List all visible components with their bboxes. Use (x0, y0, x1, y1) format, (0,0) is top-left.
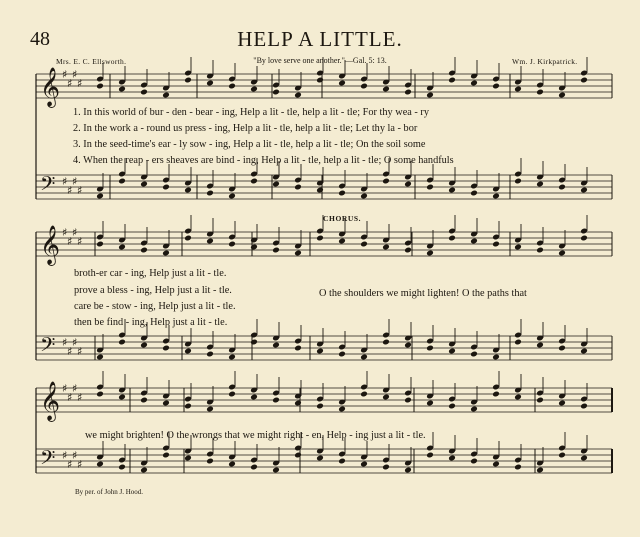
note-head (558, 250, 566, 257)
sharp-icon: ♯ (62, 336, 68, 349)
treble-clef-icon: 𝄞 (40, 381, 61, 421)
note-head (580, 455, 588, 462)
note-head (184, 235, 192, 242)
note-head (338, 190, 346, 197)
note-head (558, 400, 566, 407)
note-head (250, 394, 258, 401)
note-head (162, 184, 170, 191)
note-head (250, 464, 258, 471)
publisher-permission: By per. of John J. Hood. (75, 488, 144, 496)
note-head (118, 86, 126, 93)
note-head (382, 178, 390, 185)
note-head (140, 89, 148, 96)
note-head (96, 354, 104, 361)
note-head (360, 461, 368, 468)
bass-clef-icon: 𝄢 (40, 446, 56, 474)
bass-clef-icon: 𝄢 (40, 172, 56, 200)
verse-line-4: 4. When the reap - ers sheaves are bind - ing, Help a lit - tle, help a lit - tle; O some handfuls (73, 155, 454, 166)
sharp-icon: ♯ (72, 175, 78, 188)
sharp-icon: ♯ (67, 77, 73, 90)
note-head (382, 394, 390, 401)
note-head (426, 92, 434, 99)
chorus-lyric-continuation: we might brighten! O the wrongs that we might right - en, Help - ing just a lit - tle. (85, 430, 426, 441)
note-head (580, 348, 588, 355)
note-head (162, 92, 170, 99)
note-head (294, 452, 302, 459)
note-head (162, 452, 170, 459)
note-head (580, 187, 588, 194)
note-head (558, 92, 566, 99)
note-head (360, 354, 368, 361)
note-head (338, 406, 346, 413)
note-head (96, 83, 104, 90)
verse-line-3: 3. In the seed-time's ear - ly sow - ing, Help a lit - tle, help a lit - tle; On the soil some (73, 139, 426, 150)
composer-credit: Wm. J. Kirkpatrick. (512, 57, 578, 66)
note-head (96, 461, 104, 468)
note-head (470, 351, 478, 358)
note-head (294, 345, 302, 352)
page-number: 48 (30, 28, 50, 50)
note-head (426, 250, 434, 257)
note-head (250, 86, 258, 93)
note-head (470, 458, 478, 465)
note-head (228, 193, 236, 200)
sharp-icon: ♯ (67, 345, 73, 358)
note-head (96, 241, 104, 248)
note-head (118, 244, 126, 251)
note-head (536, 397, 544, 404)
note-head (294, 92, 302, 99)
sharp-icon: ♯ (77, 235, 83, 248)
note-head (206, 406, 214, 413)
note-head (382, 244, 390, 251)
note-head (536, 181, 544, 188)
sharp-icon: ♯ (77, 391, 83, 404)
note-head (250, 178, 258, 185)
note-head (316, 187, 324, 194)
sharp-icon: ♯ (67, 458, 73, 471)
sharp-icon: ♯ (72, 449, 78, 462)
note-head (118, 178, 126, 185)
note-head (118, 339, 126, 346)
sharp-icon: ♯ (77, 345, 83, 358)
note-head (206, 351, 214, 358)
note-head (250, 244, 258, 251)
note-head (492, 391, 500, 398)
treble-clef-icon: 𝄞 (40, 225, 61, 265)
note-head (558, 184, 566, 191)
note-head (272, 247, 280, 254)
note-head (448, 235, 456, 242)
note-head (580, 77, 588, 84)
note-head (272, 342, 280, 349)
note-head (492, 354, 500, 361)
note-head (558, 345, 566, 352)
note-head (338, 458, 346, 465)
note-head (514, 86, 522, 93)
note-head (470, 238, 478, 245)
note-head (316, 403, 324, 410)
note-head (404, 89, 412, 96)
note-head (382, 339, 390, 346)
note-head (360, 193, 368, 200)
note-head (382, 464, 390, 471)
note-head (294, 400, 302, 407)
note-head (228, 461, 236, 468)
sharp-icon: ♯ (77, 184, 83, 197)
note-head (140, 181, 148, 188)
note-head (514, 464, 522, 471)
note-head (360, 241, 368, 248)
note-head (228, 354, 236, 361)
note-head (492, 241, 500, 248)
verse-line-1: 1. In this world of bur - den - bear - ing, Help a lit - tle, help a lit - tle; For thy wea - ry (73, 107, 430, 118)
note-head (382, 86, 390, 93)
note-head (294, 184, 302, 191)
note-head (580, 235, 588, 242)
sharp-icon: ♯ (72, 336, 78, 349)
note-head (316, 455, 324, 462)
note-head (404, 467, 412, 474)
sharp-icon: ♯ (62, 226, 68, 239)
note-head (514, 178, 522, 185)
note-head (338, 238, 346, 245)
note-head (316, 235, 324, 242)
note-head (140, 467, 148, 474)
note-head (118, 394, 126, 401)
note-head (96, 391, 104, 398)
note-head (206, 238, 214, 245)
sharp-icon: ♯ (67, 391, 73, 404)
note-head (470, 80, 478, 87)
note-head (492, 461, 500, 468)
note-head (426, 452, 434, 459)
note-head (448, 77, 456, 84)
sharp-icon: ♯ (62, 175, 68, 188)
note-head (404, 247, 412, 254)
note-head (228, 83, 236, 90)
note-head (272, 397, 280, 404)
note-head (140, 397, 148, 404)
note-head (426, 400, 434, 407)
note-head (338, 351, 346, 358)
verse-line-2: 2. In the work a - round us press - ing, Help a lit - tle, help a lit - tle; Let thy la - bor (73, 123, 418, 134)
sharp-icon: ♯ (72, 382, 78, 395)
sharp-icon: ♯ (77, 458, 83, 471)
note-head (184, 348, 192, 355)
note-head (404, 397, 412, 404)
note-head (470, 190, 478, 197)
note-head (140, 342, 148, 349)
note-head (536, 247, 544, 254)
note-head (228, 241, 236, 248)
note-head (184, 455, 192, 462)
note-head (514, 244, 522, 251)
note-head (118, 464, 126, 471)
note-head (536, 467, 544, 474)
note-head (360, 391, 368, 398)
note-head (404, 181, 412, 188)
note-head (162, 345, 170, 352)
note-head (316, 348, 324, 355)
note-head (360, 83, 368, 90)
verse-continuation-2: prove a bless - ing, Help just a lit - tle. (74, 285, 232, 296)
note-head (184, 187, 192, 194)
note-head (206, 80, 214, 87)
note-head (536, 342, 544, 349)
note-head (206, 458, 214, 465)
sharp-icon: ♯ (72, 226, 78, 239)
note-head (404, 342, 412, 349)
note-head (558, 452, 566, 459)
treble-clef-icon: 𝄞 (40, 67, 61, 107)
note-head (514, 394, 522, 401)
bass-clef-icon: 𝄢 (40, 333, 56, 361)
sharp-icon: ♯ (77, 77, 83, 90)
note-head (470, 406, 478, 413)
note-head (272, 89, 280, 96)
sharp-icon: ♯ (67, 235, 73, 248)
hymn-title: HELP A LITTLE. (237, 27, 403, 51)
note-head (184, 77, 192, 84)
chorus-label: CHORUS. (323, 214, 362, 223)
note-head (580, 403, 588, 410)
note-head (162, 250, 170, 257)
sharp-icon: ♯ (62, 382, 68, 395)
sharp-icon: ♯ (62, 68, 68, 81)
verse-continuation-4: then be find - ing, Help just a lit - tle. (74, 317, 228, 328)
sharp-icon: ♯ (72, 68, 78, 81)
note-head (514, 339, 522, 346)
note-head (338, 80, 346, 87)
note-head (448, 455, 456, 462)
note-head (140, 247, 148, 254)
note-head (492, 83, 500, 90)
note-head (448, 403, 456, 410)
note-head (272, 467, 280, 474)
note-head (492, 193, 500, 200)
author-credit: Mrs. E. C. Ellsworth. (56, 57, 127, 66)
chorus-lyric-line: O the shoulders we might lighten! O the paths that (319, 288, 527, 299)
note-head (228, 391, 236, 398)
sharp-icon: ♯ (62, 449, 68, 462)
scripture-reference: "By love serve one another."—Gal. 5: 13. (253, 56, 387, 65)
note-head (162, 400, 170, 407)
verse-continuation-1: broth-er car - ing, Help just a lit - tle. (74, 268, 227, 279)
note-head (206, 190, 214, 197)
note-head (96, 193, 104, 200)
note-head (272, 181, 280, 188)
note-head (426, 345, 434, 352)
note-head (536, 89, 544, 96)
note-head (294, 250, 302, 257)
note-head (426, 184, 434, 191)
note-head (448, 348, 456, 355)
verse-continuation-3: care be - stow - ing, Help just a lit - tle. (74, 301, 236, 312)
note-head (250, 339, 258, 346)
note-head (184, 403, 192, 410)
note-head (448, 187, 456, 194)
note-head (316, 77, 324, 84)
sharp-icon: ♯ (67, 184, 73, 197)
